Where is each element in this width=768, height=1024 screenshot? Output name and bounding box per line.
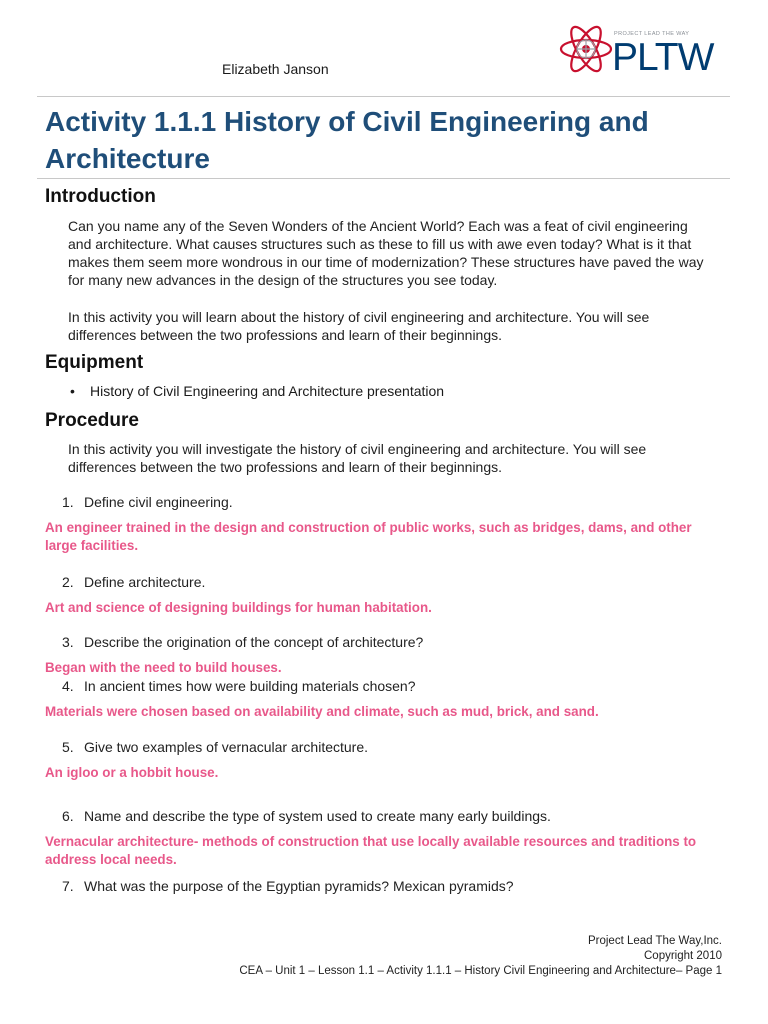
answer-6: Vernacular architecture- methods of construction that use locally available resources and traditions to address local needs. — [45, 834, 697, 867]
page-footer — [239, 934, 722, 979]
footer-course-info: CEA – Unit 1 – Lesson 1.1 – Activity 1.1.1 – History Civil Engineering and Architecture– Page 1 — [239, 965, 722, 977]
pltw-logo — [557, 14, 727, 84]
introduction-paragraph: Can you name any of the Seven Wonders of the Ancient World? Each was a feat of civil engineering and architecture. What causes structures such as these to fill us with awe even today? What is it that makes them seem more wondrous in our time of modernization? These structures have paved the way for many new advances in the design of the structures you see today. — [68, 218, 704, 288]
question-2 — [62, 573, 205, 591]
question-number: 7. — [62, 878, 74, 894]
question-1 — [62, 493, 233, 511]
logo-wordmark: PLTW — [612, 36, 714, 79]
equipment-item-text: History of Civil Engineering and Architecture presentation — [90, 383, 445, 399]
question-number: 5. — [62, 739, 74, 755]
question-7 — [62, 877, 514, 895]
procedure-heading: Procedure — [45, 410, 139, 431]
question-number: 3. — [62, 634, 74, 650]
question-number: 4. — [62, 678, 74, 694]
equipment-heading: Equipment — [45, 352, 144, 373]
answer-3: Began with the need to build houses. — [45, 660, 282, 675]
footer-organization: Project Lead The Way,Inc. — [587, 935, 722, 947]
question-text: In ancient times how were building materials chosen? — [84, 678, 416, 694]
question-5 — [62, 738, 368, 756]
question-text: Define civil engineering. — [84, 494, 233, 510]
header-divider — [37, 96, 730, 97]
question-text: Define architecture. — [84, 574, 206, 590]
question-number: 6. — [62, 808, 74, 824]
question-4 — [62, 677, 416, 695]
question-text: What was the purpose of the Egyptian pyramids? Mexican pyramids? — [84, 878, 514, 894]
answer-5: An igloo or a hobbit house. — [45, 765, 219, 780]
procedure-intro: In this activity you will investigate the history of civil engineering and architecture. You will see differences between the two professions and learn of their beginnings. — [68, 441, 647, 475]
answer-4: Materials were chosen based on availability and climate, such as mud, brick, and sand. — [45, 704, 599, 719]
footer-copyright: Copyright 2010 — [644, 950, 722, 962]
title-divider — [37, 178, 730, 179]
question-number: 1. — [62, 494, 74, 510]
question-text: Describe the origination of the concept of architecture? — [84, 634, 424, 650]
question-text: Give two examples of vernacular architecture. — [84, 739, 369, 755]
logo-tagline: PROJECT LEAD THE WAY — [614, 31, 690, 37]
author-name: Elizabeth Janson — [222, 61, 329, 77]
atom-icon — [557, 14, 615, 84]
bullet-icon: • — [70, 383, 75, 399]
question-text: Name and describe the type of system used to create many early buildings. — [84, 808, 551, 824]
question-3 — [62, 633, 423, 651]
question-number: 2. — [62, 574, 74, 590]
introduction-paragraph: In this activity you will learn about the history of civil engineering and architecture. You will see differences between the two professions and learn of their beginnings. — [68, 309, 650, 343]
introduction-heading: Introduction — [45, 186, 156, 207]
page-title: Activity 1.1.1 History of Civil Engineering and Architecture — [45, 106, 649, 174]
question-6 — [62, 807, 551, 825]
answer-1: An engineer trained in the design and construction of public works, such as bridges, dams, and other large facilities. — [45, 520, 692, 553]
answer-2: Art and science of designing buildings for human habitation. — [45, 600, 432, 615]
